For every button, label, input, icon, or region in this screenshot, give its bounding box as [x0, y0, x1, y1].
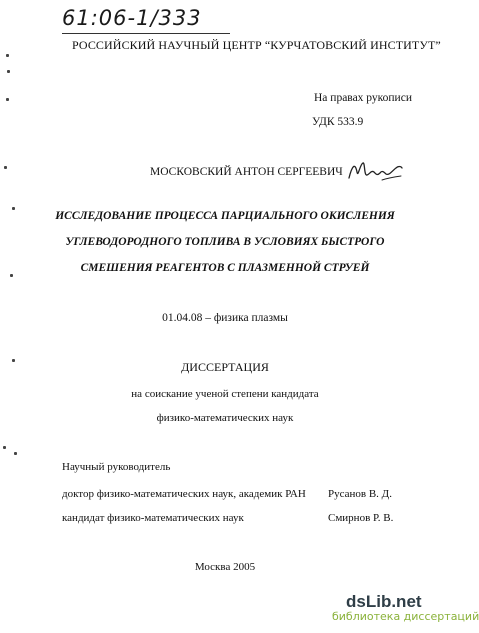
degree-line-2: физико-математических наук: [156, 412, 294, 424]
document-type: ДИССЕРТАЦИЯ: [181, 360, 269, 374]
scan-speck: [3, 446, 6, 449]
specialty-code: 01.04.08 – физика плазмы: [162, 312, 288, 324]
archive-number: 61:06-1/333: [62, 6, 202, 30]
author-signature: [346, 156, 404, 186]
advisor-1-name: Русанов В. Д.: [328, 488, 392, 500]
dslib-watermark-subtitle: библиотека диссертаций: [332, 610, 479, 623]
thesis-title-line-2: УГЛЕВОДОРОДНОГО ТОПЛИВА В УСЛОВИЯХ БЫСТРОГО: [65, 236, 385, 248]
scan-speck: [6, 98, 9, 101]
author-name: МОСКОВСКИЙ АНТОН СЕРГЕЕВИЧ: [150, 166, 343, 178]
thesis-title-line-1: ИССЛЕДОВАНИЕ ПРОЦЕССА ПАРЦИАЛЬНОГО ОКИСЛЕНИЯ: [55, 210, 395, 222]
supervisor-heading: Научный руководитель: [62, 461, 171, 473]
udk-code: УДК 533.9: [312, 116, 364, 128]
scan-speck: [12, 207, 15, 210]
archive-underline: [62, 33, 230, 34]
place-and-year: Москва 2005: [194, 561, 256, 573]
dslib-watermark-logo: [346, 590, 446, 612]
institution-name: РОССИЙСКИЙ НАУЧНЫЙ ЦЕНТР “КУРЧАТОВСКИЙ ИНСТИТУТ”: [72, 38, 441, 52]
thesis-title-line-3: СМЕШЕНИЯ РЕАГЕНТОВ С ПЛАЗМЕННОЙ СТРУЕЙ: [80, 262, 370, 274]
scan-speck: [12, 359, 15, 362]
advisor-2-name: Смирнов Р. В.: [328, 512, 394, 524]
scan-speck: [7, 70, 10, 73]
watermark-logo-text: dsLib.net: [346, 592, 422, 611]
manuscript-rights-note: На правах рукописи: [314, 92, 412, 104]
advisor-2-title: кандидат физико-математических наук: [62, 512, 244, 524]
advisor-1-title: доктор физико-математических наук, академик РАН: [62, 488, 306, 500]
scan-speck: [10, 274, 13, 277]
scan-speck: [4, 166, 7, 169]
degree-line-1: на соискание ученой степени кандидата: [131, 388, 319, 400]
scan-speck: [14, 452, 17, 455]
scan-speck: [6, 54, 9, 57]
